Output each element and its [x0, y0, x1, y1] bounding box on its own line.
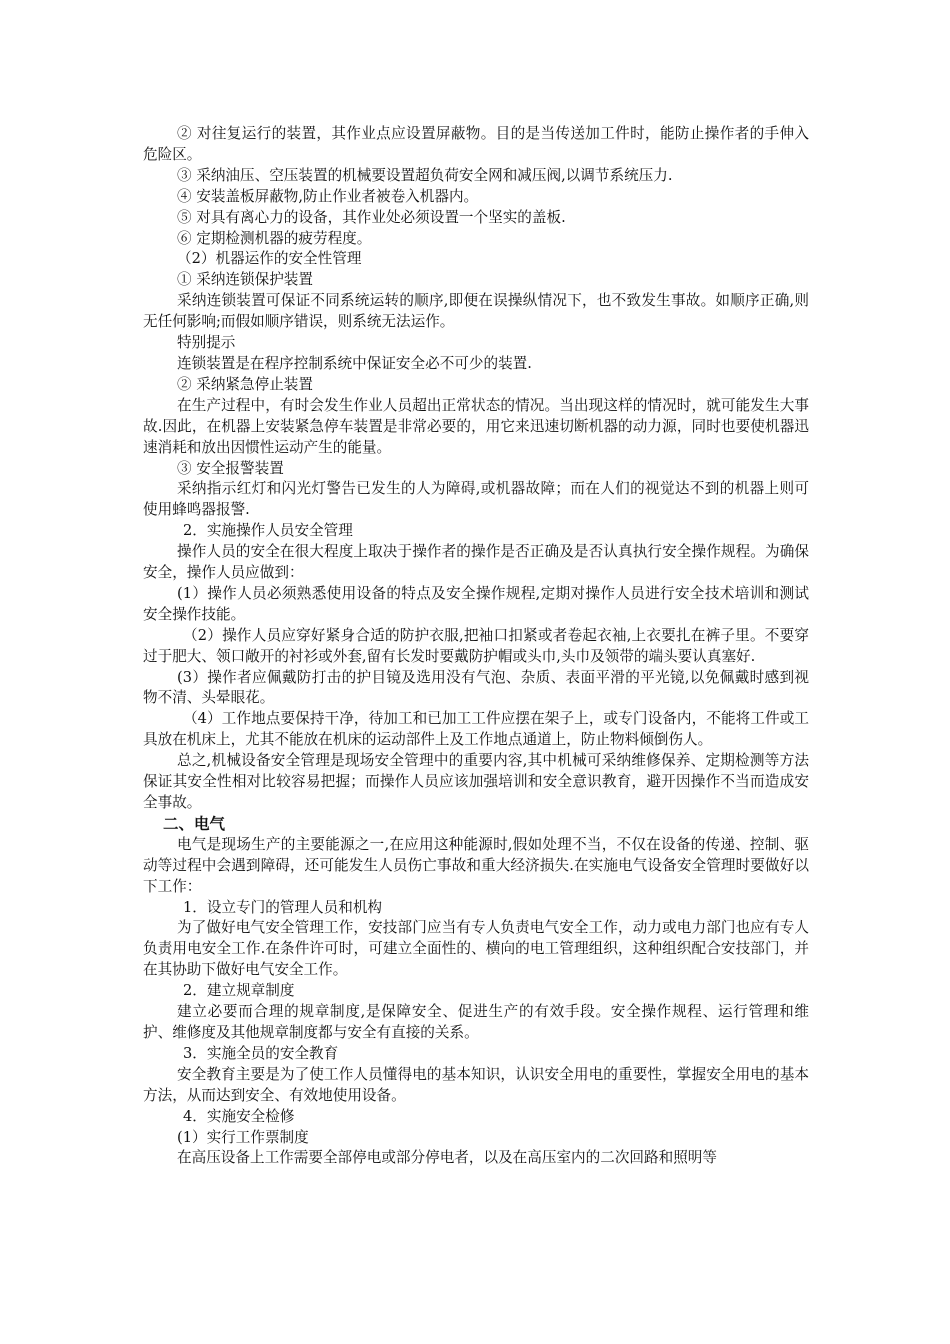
paragraph-education: 安全教育主要是为了使工作人员懂得电的基本知识，认识安全用电的重要性，掌握安全用电的基本方法，从而达到安全、有效地使用设备。	[143, 1065, 809, 1104]
special-tip-label: 特别提示	[177, 334, 236, 352]
paragraph-item-2: ② 对往复运行的装置，其作业点应设置屏蔽物。目的是当传送加工件时，能防止操作者的手伸入危险区。	[143, 125, 809, 163]
paragraph-operator-safety: 操作人员的安全在很大程度上取决于操作者的操作是否正确及是否认真执行安全操作规程。为确保安全，操作人员应做到：	[143, 543, 809, 582]
section-heading-maintenance: 4．实施安全检修	[183, 1107, 295, 1125]
item-emergency-stop: ② 采纳紧急停止装置	[177, 375, 313, 393]
special-tip-text: 连锁装置是在程序控制系统中保证安全必不可少的装置.	[177, 354, 532, 372]
operator-rule-2: （2）操作人员应穿好紧身合适的防护衣服,把袖口扣紧或者卷起衣袖,上衣要扎在裤子里。不要穿过于肥大、领口敞开的衬衫或外套,留有长发时要戴防护帽或头巾,头巾及领带的端头要认真塞好.	[143, 626, 809, 665]
paragraph-item-6: ⑥ 定期检测机器的疲劳程度。	[177, 229, 372, 247]
item-interlock-device: ① 采纳连锁保护装置	[177, 271, 313, 289]
paragraph-rules: 建立必要而合理的规章制度,是保障安全、促进生产的有效手段。安全操作规程、运行管理和维护、维修度及其他规章制度都与安全有直接的关系。	[143, 1003, 809, 1041]
paragraph-item-4: ④ 安装盖板屏蔽物,防止作业者被卷入机器内。	[177, 187, 479, 205]
operator-rule-1: (1）操作人员必须熟悉使用设备的特点及安全操作规程,定期对操作人员进行安全技术培训和测试安全操作技能。	[143, 584, 809, 623]
paragraph-interlock: 采纳连锁装置可保证不同系统运转的顺序,即便在误操纵情况下，也不致发生事故。如顺序正确,则无任何影响;而假如顺序错误，则系统无法运作。	[143, 292, 809, 331]
section-heading-operator-safety: 2．实施操作人员安全管理	[183, 522, 353, 540]
section-heading-education: 3．实施全员的安全教育	[183, 1044, 339, 1062]
paragraph-management-staff: 为了做好电气安全管理工作，安技部门应当有专人负责电气安全工作，动力或电力部门也应有专人负责用电安全工作.在条件许可时，可建立全面性的、横向的电工管理组织，这种组织配合安技部门，并在其协助下做好电气安全工作。	[143, 919, 809, 979]
subsection-heading-work-ticket: (1）实行工作票制度	[177, 1128, 309, 1146]
item-safety-alarm: ③ 安全报警装置	[177, 459, 284, 477]
operator-rule-4: （4）工作地点要保持干净，待加工和已加工工件应摆在架子上，或专门设备内，不能将工件或工具放在机床上，尤其不能放在机床的运动部件上及工作地点通道上，防止物料倾倒伤人。	[143, 710, 809, 749]
document-body	[143, 124, 809, 1169]
section-heading-electrical: 二、电气	[163, 814, 226, 833]
section-heading-rules: 2．建立规章制度	[183, 982, 295, 1000]
paragraph-item-3: ③ 采纳油压、空压装置的机械要设置超负荷安全网和减压阀,以调节系统压力.	[177, 166, 673, 184]
subsection-heading-machine-operation: （2）机器运作的安全性管理	[177, 250, 362, 268]
operator-rule-3: (3）操作者应佩戴防打击的护目镜及选用没有气泡、杂质、表面平滑的平光镜,以免佩戴时感到视物不清、头晕眼花。	[143, 668, 809, 707]
paragraph-safety-alarm: 采纳指示红灯和闪光灯警告已发生的人为障碍,或机器故障；而在人们的视觉达不到的机器上则可使用蜂鸣器报警.	[143, 480, 809, 519]
paragraph-work-ticket: 在高压设备上工作需要全部停电或部分停电者，以及在高压室内的二次回路和照明等	[177, 1149, 717, 1167]
paragraph-electrical-intro: 电气是现场生产的主要能源之一,在应用这种能源时,假如处理不当，不仅在设备的传递、控制、驱动等过程中会遇到障碍，还可能发生人员伤亡事故和重大经济损失.在实施电气设备安全管理时要做好以下工作：	[143, 835, 809, 895]
paragraph-summary: 总之,机械设备安全管理是现场安全管理中的重要内容,其中机械可采纳维修保养、定期检测等方法保证其安全性相对比较容易把握；而操作人员应该加强培训和安全意识教育，避开因操作不当而造成安全事故。	[143, 752, 809, 811]
paragraph-emergency-stop: 在生产过程中，有时会发生作业人员超出正常状态的情况。当出现这样的情况时，就可能发生大事故.因此，在机器上安装紧急停车装置是非常必要的，用它来迅速切断机器的动力源，同时也要使机器迅速消耗和放出因惯性运动产生的能量。	[143, 396, 809, 456]
section-heading-management-staff: 1．设立专门的管理人员和机构	[183, 898, 383, 916]
paragraph-item-5: ⑤ 对具有离心力的设备，其作业处必须设置一个坚实的盖板.	[177, 208, 566, 226]
